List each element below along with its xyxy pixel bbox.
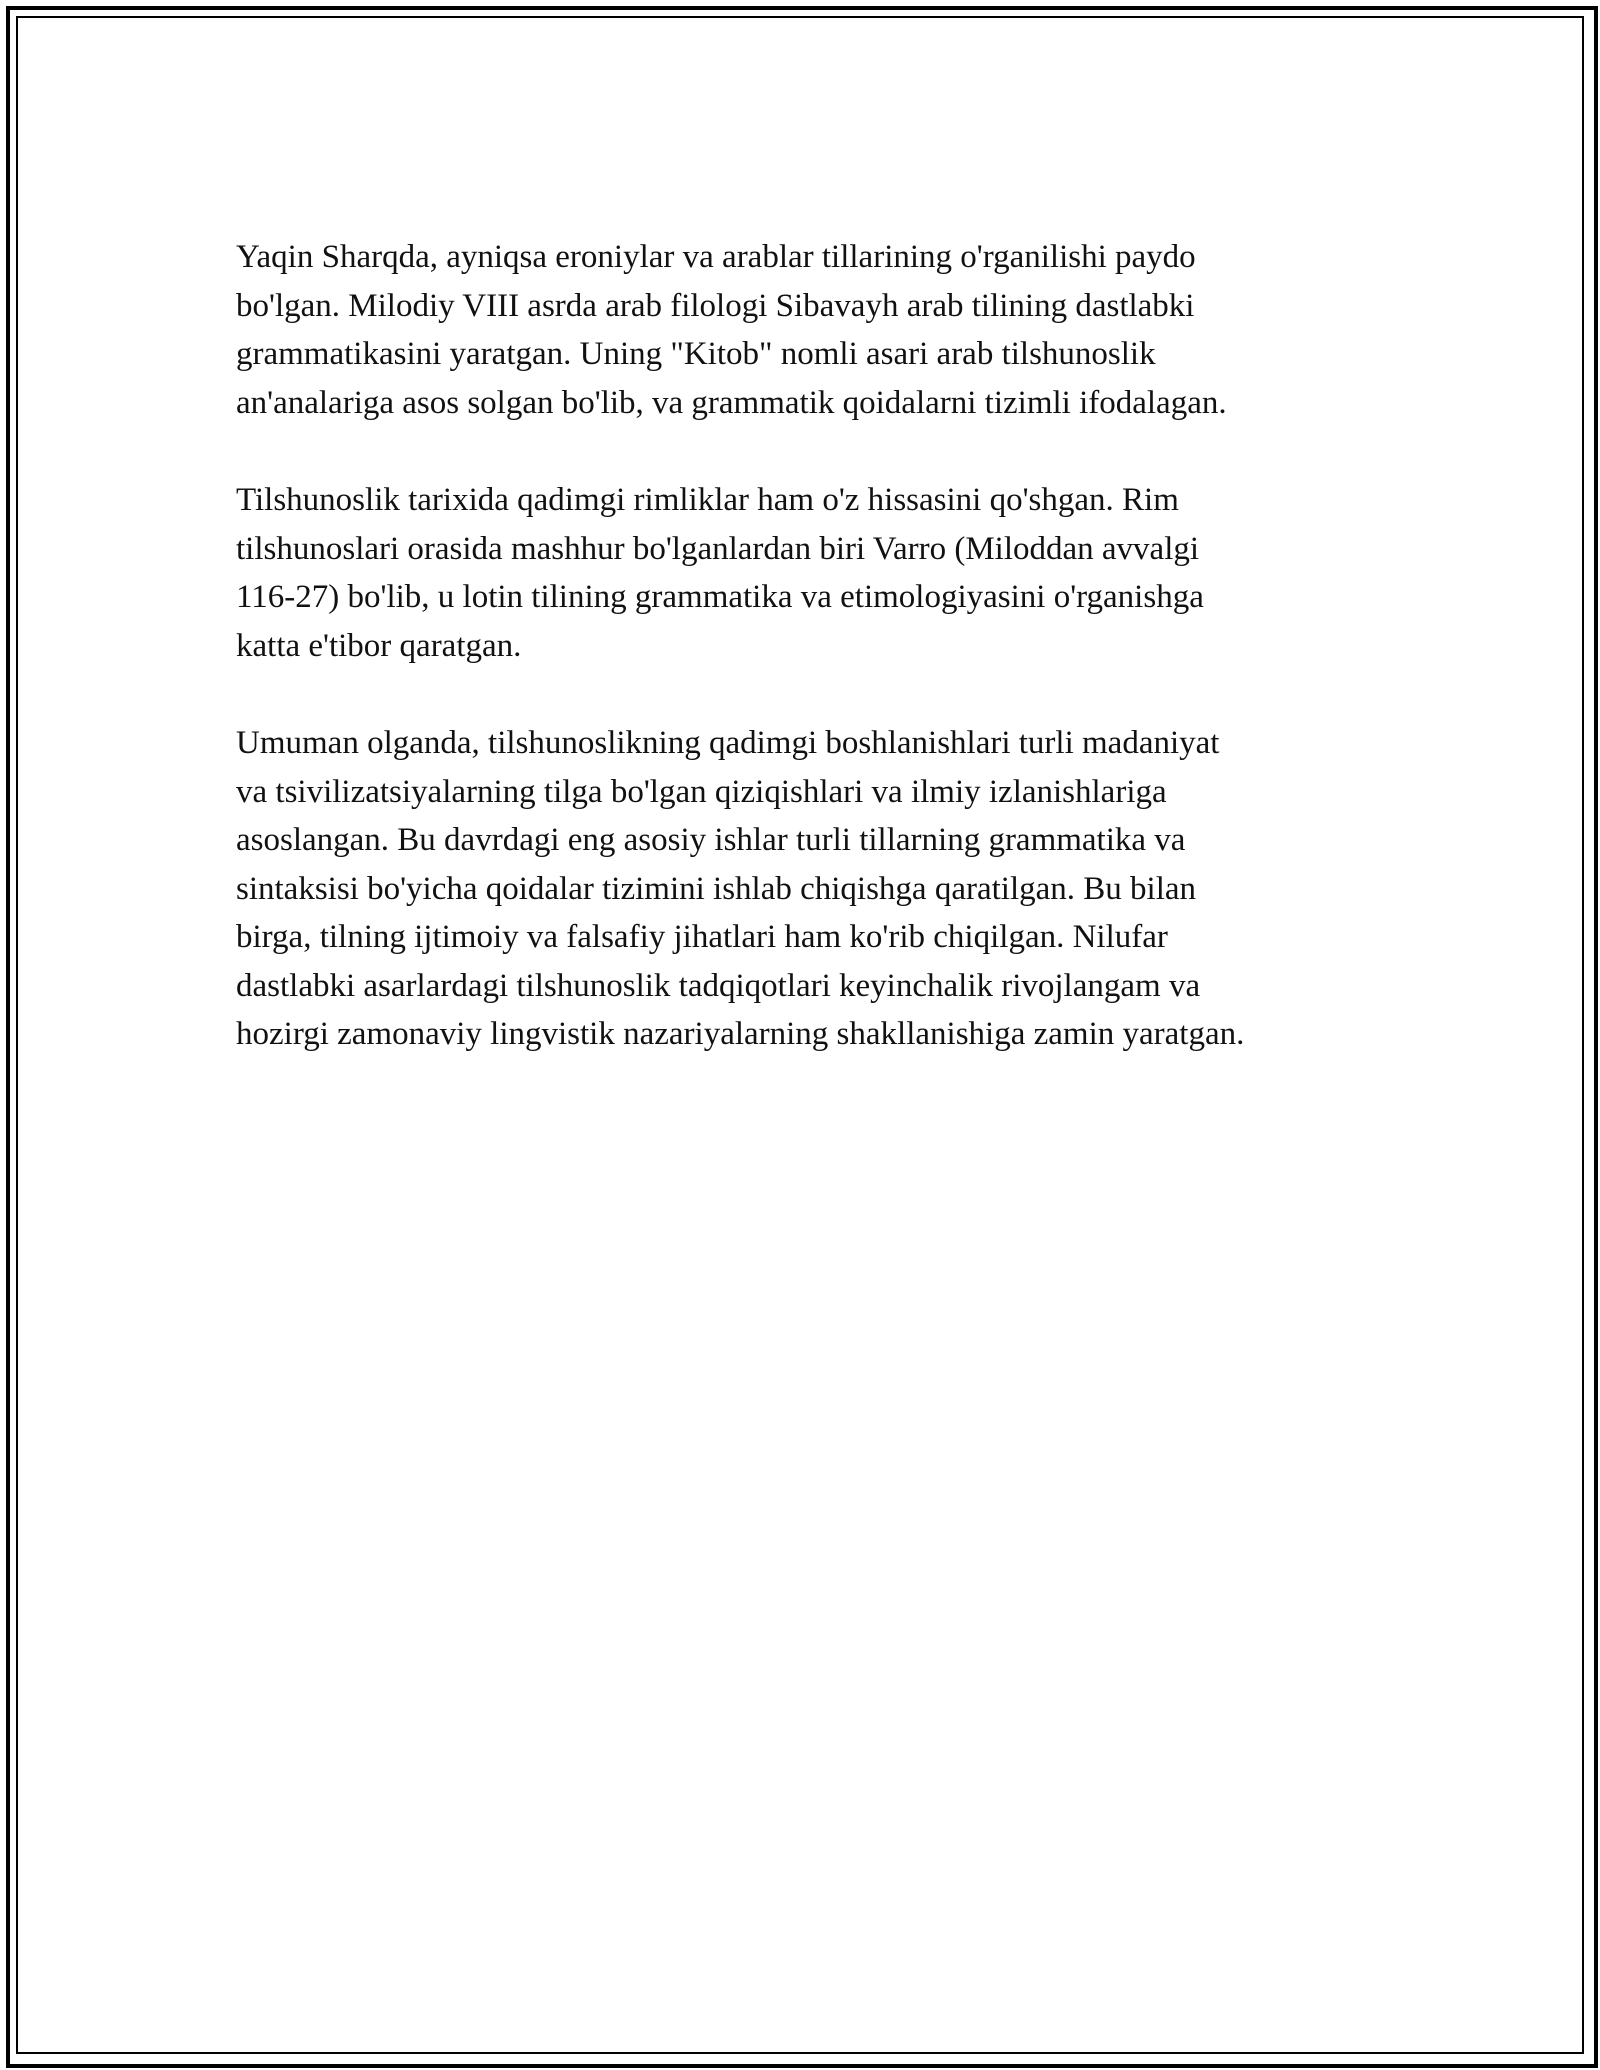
text-line: katta e'tibor qaratgan. <box>236 627 522 664</box>
paragraph-3 <box>236 719 1416 1059</box>
paragraph-2 <box>236 476 1416 670</box>
text-line: an'analariga asos solgan bo'lib, va grammatik qoidalarni tizimli ifodalagan. <box>236 384 1227 421</box>
text-line: Yaqin Sharqda, ayniqsa eroniylar va arablar tillarining o'rganilishi paydo <box>236 239 1196 275</box>
text-line: 116-27) bo'lib, u lotin tilining grammatika va etimologiyasini o'rganishga <box>236 579 1204 615</box>
text-line: Tilshunoslik tarixida qadimgi rimliklar ham o'z hissasini qo'shgan. Rim <box>236 482 1179 518</box>
document-body <box>236 233 1416 1108</box>
text-line: Umuman olganda, tilshunoslikning qadimgi boshlanishlari turli madaniyat <box>236 725 1220 761</box>
text-line: grammatikasini yaratgan. Uning "Kitob" nomli asari arab tilshunoslik <box>236 336 1156 372</box>
text-line: bo'lgan. Milodiy VIII asrda arab filologi Sibavayh arab tilining dastlabki <box>236 287 1195 324</box>
text-line: hozirgi zamonaviy lingvistik nazariyalarning shakllanishiga zamin yaratgan. <box>236 1016 1245 1052</box>
text-line: asoslangan. Bu davrdagi eng asosiy ishlar turli tillarning grammatika va <box>236 822 1186 858</box>
text-line: tilshunoslari orasida mashhur bo'lganlardan biri Varro (Miloddan avvalgi <box>236 530 1200 567</box>
text-line: birga, tilning ijtimoiy va falsafiy jihatlari ham ko'rib chiqilgan. Nilufar <box>236 919 1168 955</box>
text-line: sintaksisi bo'yicha qoidalar tizimini ishlab chiqishga qaratilgan. Bu bilan <box>236 870 1197 907</box>
text-line: va tsivilizatsiyalarning tilga bo'lgan qiziqishlari va ilmiy izlanishlariga <box>236 773 1167 810</box>
paragraph-1 <box>236 233 1416 427</box>
text-line: dastlabki asarlardagi tilshunoslik tadqiqotlari keyinchalik rivojlangam va <box>236 967 1201 1004</box>
